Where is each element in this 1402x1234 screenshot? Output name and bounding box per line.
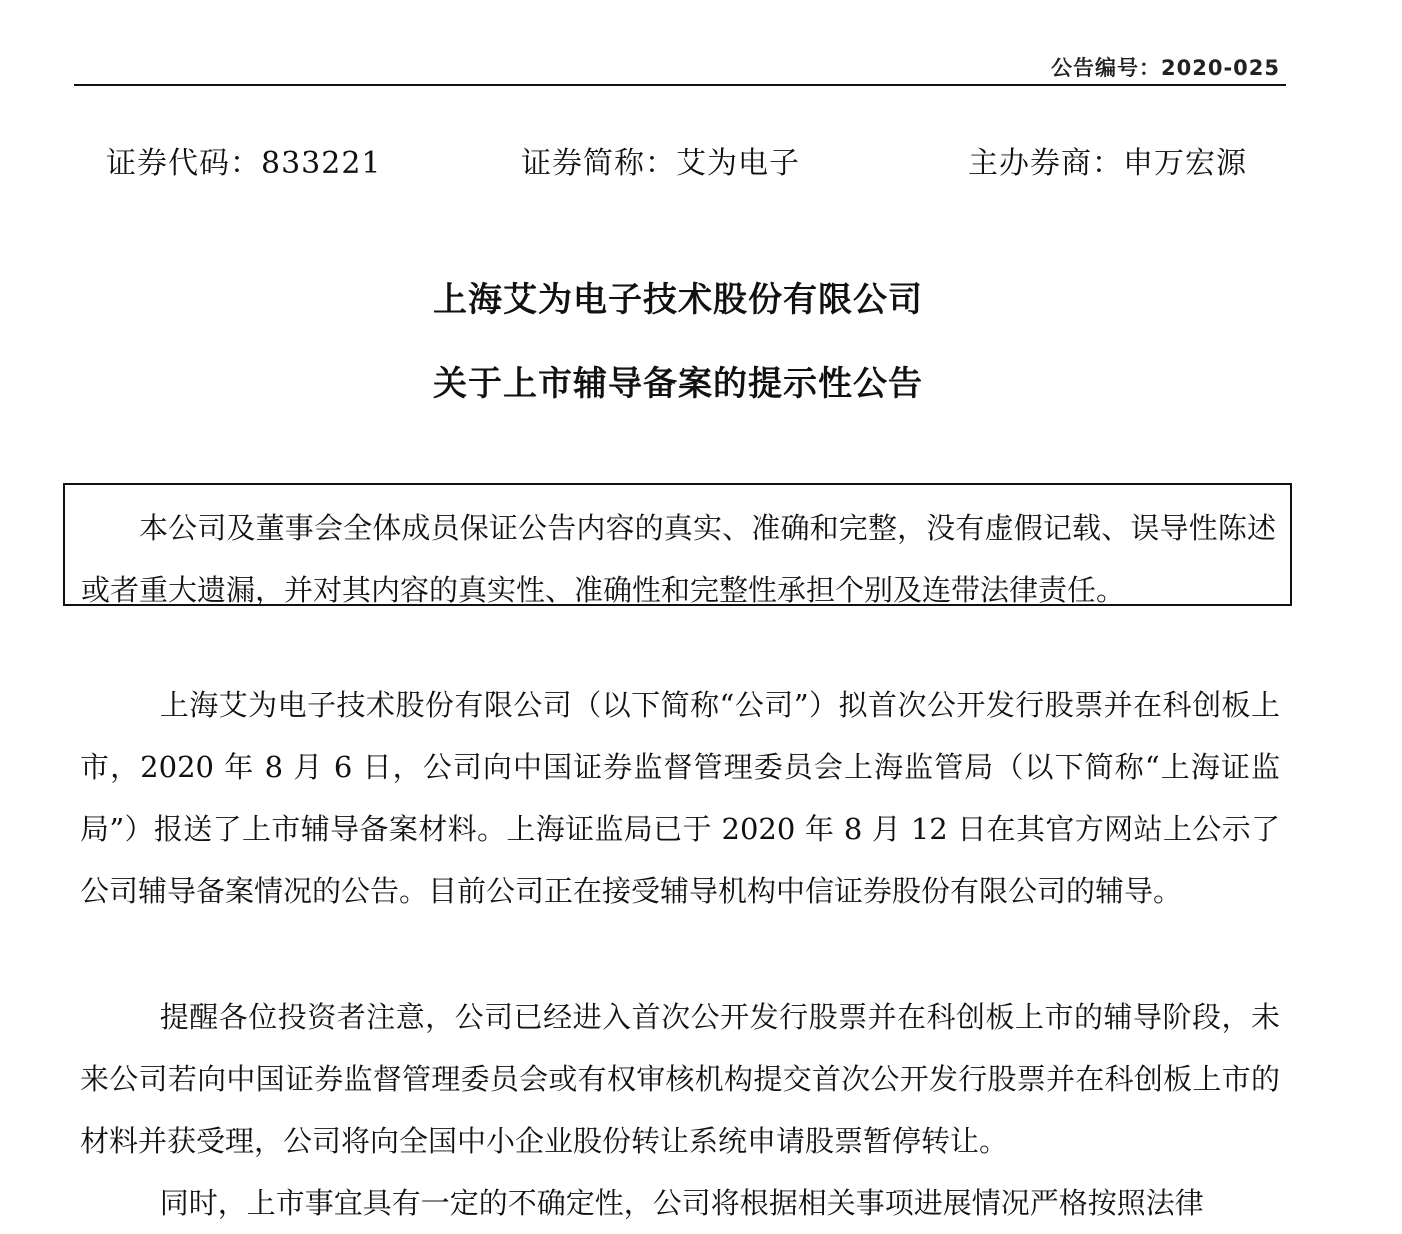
stock-code: 证券代码：833221 — [106, 146, 382, 181]
body-paragraph-2: 提醒各位投资者注意，公司已经进入首次公开发行股票并在科创板上市的辅导阶段，未来公司若向中国证券监督管理委员会或有权审核机构提交首次公开发行股票并在科创板上市的材料并获受理，公司将向全国中小企业股份转让系统申请股票暂停转让。 — [80, 1000, 1280, 1158]
stock-info — [106, 138, 1266, 182]
body-paragraph-1: 上海艾为电子技术股份有限公司（以下简称“公司”）拟首次公开发行股票并在科创板上市，2020 年 8 月 6 日，公司向中国证券监督管理委员会上海监管局（以下简称“上海证监局”）报送了上市辅导备案材料。上海证监局已于 2020 年 8 月 12 日在其官方网站上公示了公司辅导备案情况的公告。目前公司正在接受辅导机构中信证券股份有限公司的辅导。 — [80, 688, 1280, 908]
disclaimer-box — [63, 483, 1292, 606]
document-title-subject: 关于上市辅导备案的提示性公告 — [433, 364, 923, 404]
header-divider — [74, 84, 1286, 86]
body-paragraph-3: 同时，上市事宜具有一定的不确定性，公司将根据相关事项进展情况严格按照法律 — [159, 1186, 1204, 1220]
disclaimer-text: 本公司及董事会全体成员保证公告内容的真实、准确和完整，没有虚假记载、误导性陈述或者重大遗漏，并对其内容的真实性、准确性和完整性承担个别及连带法律责任。 — [81, 511, 1276, 607]
sponsor-broker: 主办券商：申万宏源 — [968, 146, 1247, 181]
announcement-number: 公告编号：2020-025 — [1051, 56, 1280, 80]
stock-short-name: 证券简称：艾为电子 — [521, 146, 800, 181]
document-title-company: 上海艾为电子技术股份有限公司 — [433, 280, 923, 320]
